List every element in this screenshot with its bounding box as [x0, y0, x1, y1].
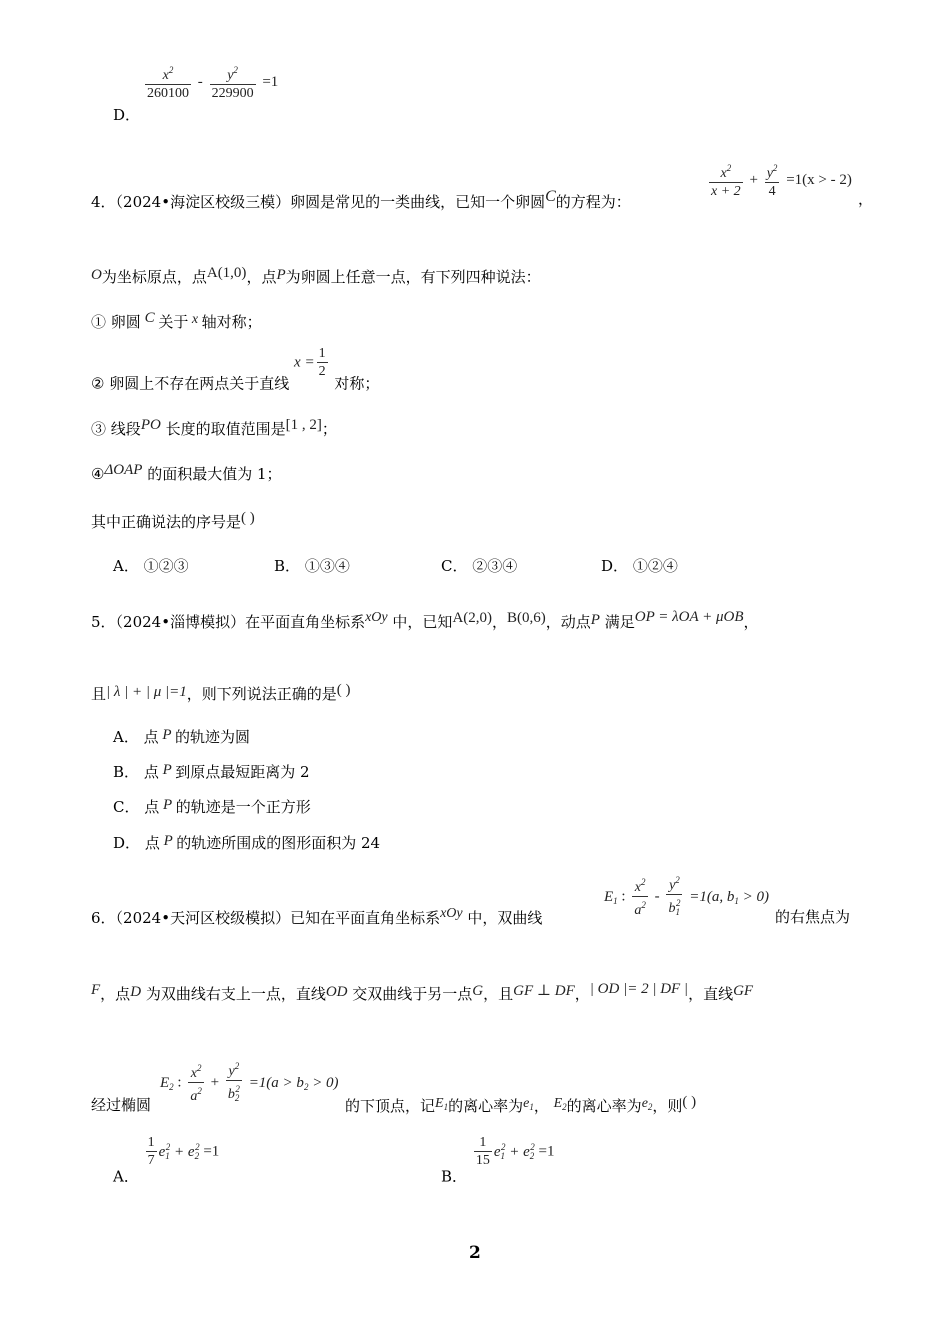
q4-statement-4: ④ΔOAP 的面积最大值为 1； [91, 462, 282, 483]
q5-line1: 5．（2024•淄博模拟）在平面直角坐标系xOy 中，已知A(2,0)，B(0,6)，动点P 满足OP = λOA + μOB， [91, 609, 759, 631]
page-number: 2 [469, 1243, 481, 1263]
q6-line3-rest: 的下顶点，记$E_1$的离心率为$e_1$， $E_2$的离心率为$e_2$，则( ) [345, 1094, 697, 1115]
q5-option-a: A． 点 P 的轨迹为圆 [113, 727, 251, 746]
q4-equation: $\frac{x^2}{x + 2}$ + $\frac{y^2}{4}$ =1(x > - 2) [711, 163, 852, 199]
q6-line1: 6．（2024•天河区校级模拟）已知在平面直角坐标系xOy 中，双曲线 [91, 906, 543, 927]
q5-line2: 且| λ | + | μ |=1，则下列说法正确的是( ) [91, 682, 351, 703]
q6-option-b: B． $\frac{1}{15}$ $e_1^2 + e_2^2 =1$ [441, 1135, 555, 1186]
q4-option-c: C． ②③④ [441, 557, 518, 575]
q4-option-a: A． ①②③ [113, 557, 189, 575]
q6-line2: F，点D 为双曲线右支上一点，直线OD 交双曲线于另一点G，且GF ⊥ DF，| OD |= 2 | DF |，直线GF [91, 981, 754, 1003]
q6-ellipse-equation: $E_2$ : $\frac{x^2}{a^2}$ + $\frac{y^2}{b_2^2}$ $=1(a > b_2 > 0)$ [160, 1061, 339, 1104]
q4-option-d: D． ①②④ [601, 557, 678, 575]
q6-line3-start: 经过椭圆 [91, 1096, 152, 1114]
q5-option-b: B． 点 P 到原点最短距离为 2 [113, 762, 310, 781]
q4-comma: ， [858, 190, 874, 208]
q6-line1-end: 的右焦点为 [775, 908, 851, 926]
q4-line1: 4．（2024•海淀区校级三模）卵圆是常见的一类曲线，已知一个卵圆C的方程为： [91, 188, 631, 211]
q4-line2: O为坐标原点，点A(1,0)，点P为卵圆上任意一点，有下列四种说法： [91, 265, 541, 286]
q6-option-a: A． $\frac{1}{7}$ $e_1^2 + e_2^2 =1$ [113, 1135, 220, 1186]
q4-statement-2: ② 卵圆上不存在两点关于直线 x = $\frac{1}{2}$ 对称； [91, 346, 380, 393]
q6-hyperbola-equation: $E_1$ : $\frac{x^2}{a^2}$ - $\frac{y^2}{b_1^2}$ =1(a, $b_1 > 0$) [604, 875, 769, 918]
q5-option-c: C． 点 P 的轨迹是一个正方形 [113, 797, 311, 816]
q4-question: 其中正确说法的序号是( ) [91, 510, 255, 531]
q4-option-b: B． ①③④ [274, 557, 350, 575]
q4-statement-1: ① 卵圆 C 关于 x 轴对称； [91, 310, 262, 331]
q4-statement-3: ③ 线段PO 长度的取值范围是[1 , 2]； [91, 417, 337, 438]
q5-option-d: D． 点 P 的轨迹所围成的图形面积为 24 [113, 833, 381, 852]
q3-option-d-label: D． [113, 106, 141, 124]
q3-option-d-equation: $\frac{x^2}{260100}$ - $\frac{y^2}{229900}$ =1 [147, 65, 279, 101]
